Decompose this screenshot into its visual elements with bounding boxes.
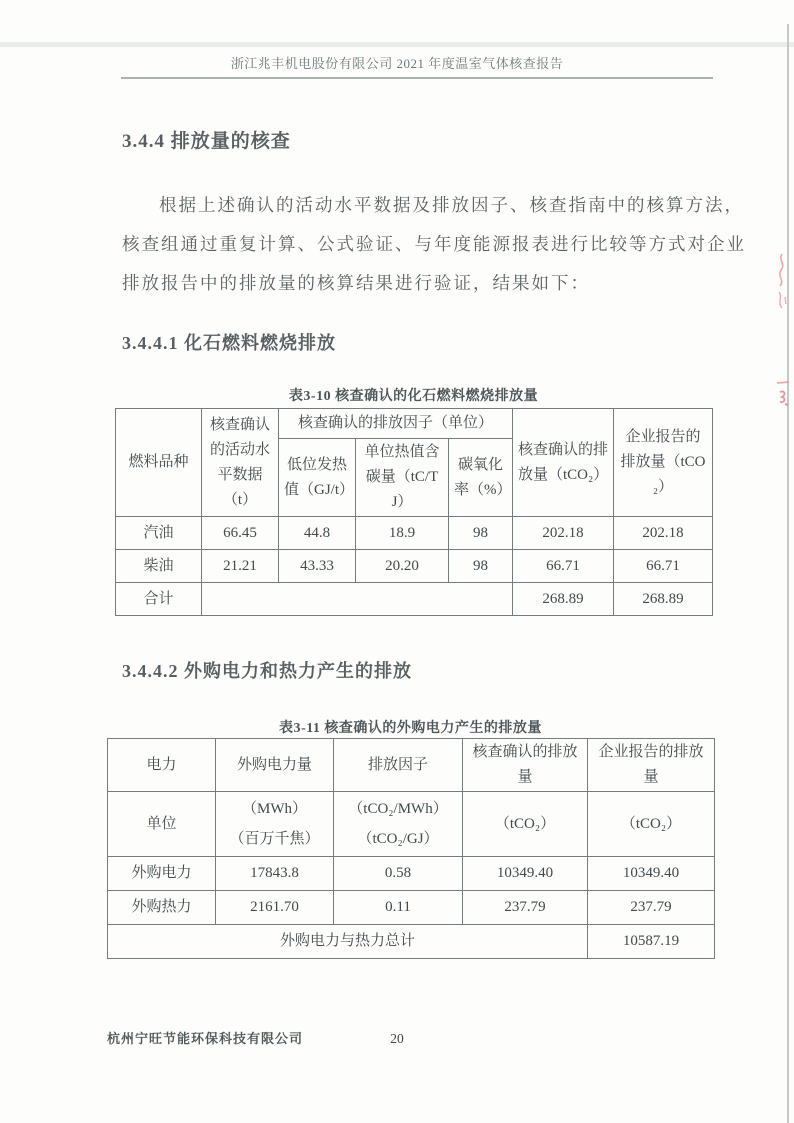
paragraph-line: 核查组通过重复计算、公式验证、与年度能源报表进行比较等方式对企业 <box>122 234 746 254</box>
unit-line: （百万千焦） <box>229 831 320 847</box>
footer-company-name: 杭州宁旺节能环保科技有限公司 <box>107 1031 304 1046</box>
table-3-11-purchased-power-emissions <box>107 738 715 959</box>
unit-line: （tCO₂/GJ） <box>357 831 439 847</box>
section-paragraph <box>122 186 746 303</box>
total-empty-cell <box>202 583 513 616</box>
col-header-ef: 排放因子 <box>334 739 463 792</box>
col-header-power: 电力 <box>108 739 216 792</box>
units-amount <box>216 792 334 857</box>
units-ef <box>334 792 463 857</box>
section-heading-3-4-4: 3.4.4 排放量的核查 <box>122 131 291 152</box>
table-row <box>116 517 713 550</box>
power-type: 外购电力 <box>108 857 216 891</box>
page-number: 20 <box>390 1031 404 1046</box>
total-value: 10587.19 <box>588 925 715 959</box>
unit-line: （MWh） <box>242 801 307 817</box>
scan-artifact-band <box>0 42 794 47</box>
col-header-carbon-content: 单位热值含碳量（tC/TJ） <box>356 439 449 517</box>
table-total-row <box>108 925 715 959</box>
handwritten-red-mark-icon <box>773 252 791 314</box>
col-header-ncv: 低位发热值（GJ/t） <box>279 439 356 517</box>
reported-emission-value: 237.79 <box>588 891 715 925</box>
reported-emission-value: 10349.40 <box>588 857 715 891</box>
section-heading-3-4-4-2: 3.4.4.2 外购电力和热力产生的排放 <box>122 661 412 681</box>
units-verified: （tCO₂） <box>463 792 588 857</box>
page-edge-scan-line <box>787 24 789 1123</box>
col-header-reported-emissions: 企业报告的排放量 <box>588 739 715 792</box>
paragraph-line: 根据上述确认的活动水平数据及排放因子、核查指南中的核算方法， <box>159 195 744 215</box>
paragraph-line: 排放报告中的排放量的核算结果进行验证，结果如下： <box>122 273 590 293</box>
ncv-value: 43.33 <box>279 550 356 583</box>
oxidation-value: 98 <box>449 517 513 550</box>
verified-emission-value: 237.79 <box>463 891 588 925</box>
carbon-content-value: 20.20 <box>356 550 449 583</box>
col-header-oxidation-rate: 碳氧化率（%） <box>449 439 513 517</box>
activity-value: 66.45 <box>202 517 279 550</box>
total-verified-value: 268.89 <box>513 583 614 616</box>
table-3-10-fossil-fuel-emissions <box>115 408 713 616</box>
total-label: 外购电力与热力总计 <box>108 925 588 959</box>
fuel-name: 柴油 <box>116 550 202 583</box>
header-divider <box>121 77 713 79</box>
running-header-title: 浙江兆丰机电股份有限公司 2021 年度温室气体核查报告 <box>230 56 564 71</box>
verified-emission-value: 10349.40 <box>463 857 588 891</box>
table-row <box>116 550 713 583</box>
verified-emission-value: 202.18 <box>513 517 614 550</box>
power-type: 外购热力 <box>108 891 216 925</box>
section-heading-3-4-4-1: 3.4.4.1 化石燃料燃烧排放 <box>122 333 336 353</box>
carbon-content-value: 18.9 <box>356 517 449 550</box>
col-header-verified-emissions: 核查确认的排放量 <box>463 739 588 792</box>
amount-value: 2161.70 <box>216 891 334 925</box>
oxidation-value: 98 <box>449 550 513 583</box>
amount-value: 17843.8 <box>216 857 334 891</box>
col-header-verified-emissions: 核查确认的排放量（tCO₂） <box>513 409 614 517</box>
ef-value: 0.58 <box>334 857 463 891</box>
reported-emission-value: 66.71 <box>614 550 713 583</box>
col-header-ef-group: 核查确认的排放因子（单位） <box>279 409 513 439</box>
ef-value: 0.11 <box>334 891 463 925</box>
fuel-name: 汽油 <box>116 517 202 550</box>
reported-emission-value: 202.18 <box>614 517 713 550</box>
total-reported-value: 268.89 <box>614 583 713 616</box>
col-header-activity: 核查确认的活动水平数据（t） <box>202 409 279 517</box>
table-3-11-caption: 表3-11 核查确认的外购电力产生的排放量 <box>279 721 542 736</box>
total-label: 合计 <box>116 583 202 616</box>
ncv-value: 44.8 <box>279 517 356 550</box>
units-reported: （tCO₂） <box>588 792 715 857</box>
activity-value: 21.21 <box>202 550 279 583</box>
col-header-reported-emissions: 企业报告的排放量（tCO₂） <box>614 409 713 517</box>
table-row <box>108 857 715 891</box>
col-header-fuel: 燃料品种 <box>116 409 202 517</box>
units-label: 单位 <box>108 792 216 857</box>
unit-line: （tCO₂/MWh） <box>348 801 448 817</box>
handwritten-red-mark-icon <box>774 379 792 407</box>
table-units-row <box>108 792 715 857</box>
verified-emission-value: 66.71 <box>513 550 614 583</box>
table-3-10-caption: 表3-10 核查确认的化石燃料燃烧排放量 <box>288 389 539 404</box>
col-header-amount: 外购电力量 <box>216 739 334 792</box>
table-row <box>108 891 715 925</box>
table-total-row <box>116 583 713 616</box>
